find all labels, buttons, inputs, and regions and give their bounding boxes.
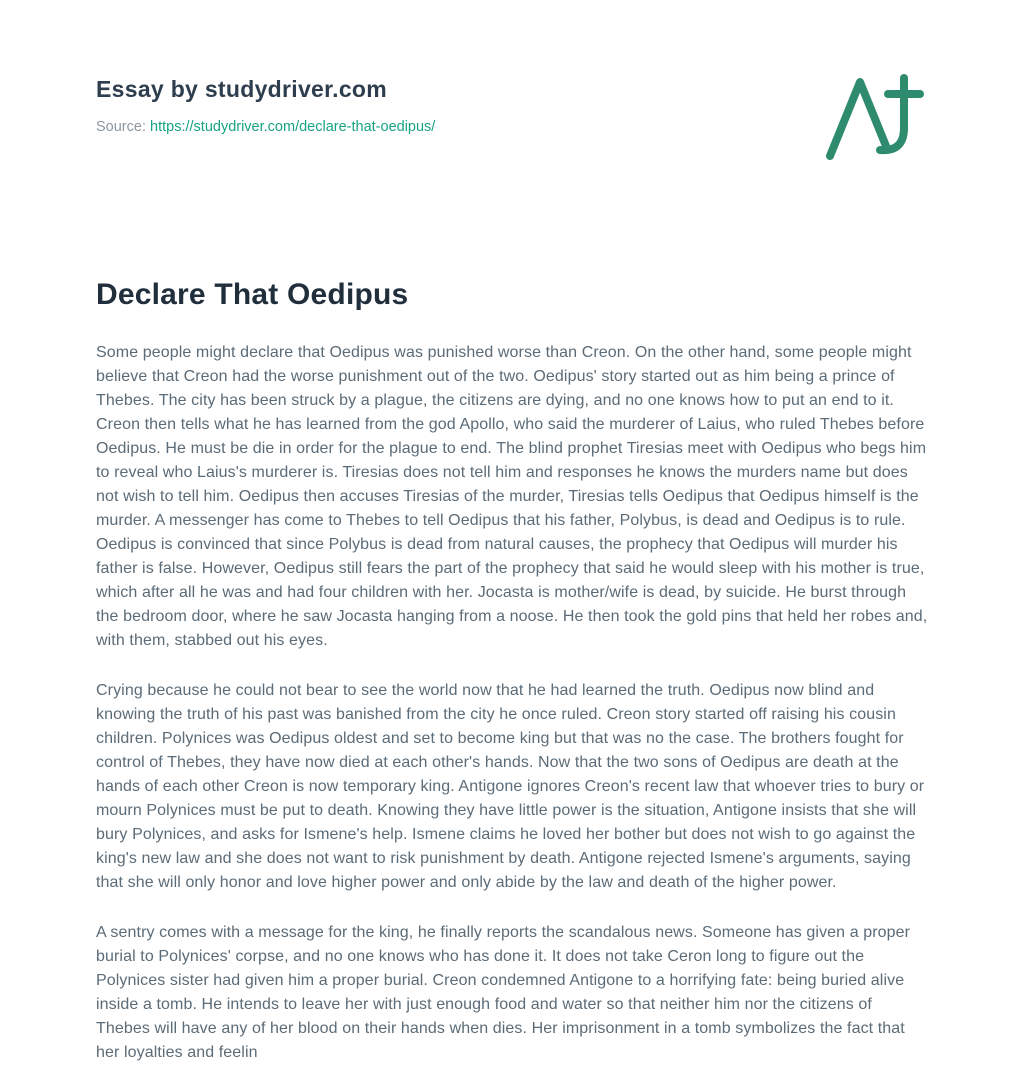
source-link[interactable]: https://studydriver.com/declare-that-oedipus/ [150, 119, 436, 135]
essay-paragraph-3: A sentry comes with a message for the king, he finally reports the scandalous news. Someone has given a proper burial to Polynices' corpse, and no one knows who has done it. It does not take Ceron long to figure out the Polynices sister had given him a proper burial. Creon condemned Antigone to a horrifying fate: being buried alive inside a tomb. He intends to leave her with just enough food and water so that neither him nor the citizens of Thebes will have any of her blood on their hands when dies. Her imprisonment in a tomb symbolizes the fact that her loyalties and feelin [96, 924, 911, 1061]
essay-paragraph-2: Crying because he could not bear to see the world now that he had learned the truth. Oedipus now blind and knowing the truth of his past was banished from the city he once ruled. Creon story started off raising his cousin children. Polynices was Oedipus oldest and set to become king but that was no the case. The brothers fought for control of Thebes, they have now died at each other's hands. Now that the two sons of Oedipus are death at the hands of each other Creon is now temporary king. Antigone ignores Creon's recent law that whoever tries to bury or mourn Polynices must be put to death. Knowing they have little power is the situation, Antigone insists that she will bury Polynices, and asks for Ismene's help. Ismene claims he loved her bother but does not wish to go against the king's new law and she does not want to risk punishment by death. Antigone rejected Ismene's arguments, saying that she will only honor and love higher power and only abide by the law and death of the higher power. [96, 682, 925, 891]
byline: Essay by studydriver.com [96, 76, 388, 102]
essay-body [96, 278, 928, 1065]
source-line [96, 119, 435, 135]
essay-title: Declare That Oedipus [96, 278, 409, 311]
studydriver-logo-icon [822, 72, 926, 162]
page-header [96, 76, 928, 162]
header-meta [96, 76, 435, 135]
essay-paragraph-1: Some people might declare that Oedipus was punished worse than Creon. On the other hand, some people might believe that Creon had the worse punishment out of the two. Oedipus' story started out as him being a prince of Thebes. The city has been struck by a plague, the citizens are dying, and no one knows how to put an end to it. Creon then tells what he has learned from the god Apollo, who said the murderer of Laius, who ruled Thebes before Oedipus. He must be die in order for the plague to end. The blind prophet Tiresias meet with Oedipus who begs him to reveal who Laius's murderer is. Tiresias does not tell him and responses he knows the murders name but does not wish to tell him. Oedipus then accuses Tiresias of the murder, Tiresias tells Oedipus that Oedipus himself is the murder. A messenger has come to Thebes to tell Oedipus that his father, Polybus, is dead and Oedipus is to rule. Oedipus is convinced that since Polybus is dead from natural causes, the prophecy that Oedipus will murder his father is false. However, Oedipus still fears the part of the prophecy that said he would sleep with his mother is true, which after all he was and had four children with her. Jocasta is mother/wife is dead, by suicide. He burst through the bedroom door, where he saw Jocasta hanging from a noose. He then took the gold pins that held her robes and, with them, stabbed out his eyes. [96, 344, 928, 649]
source-label: Source: [96, 119, 146, 135]
